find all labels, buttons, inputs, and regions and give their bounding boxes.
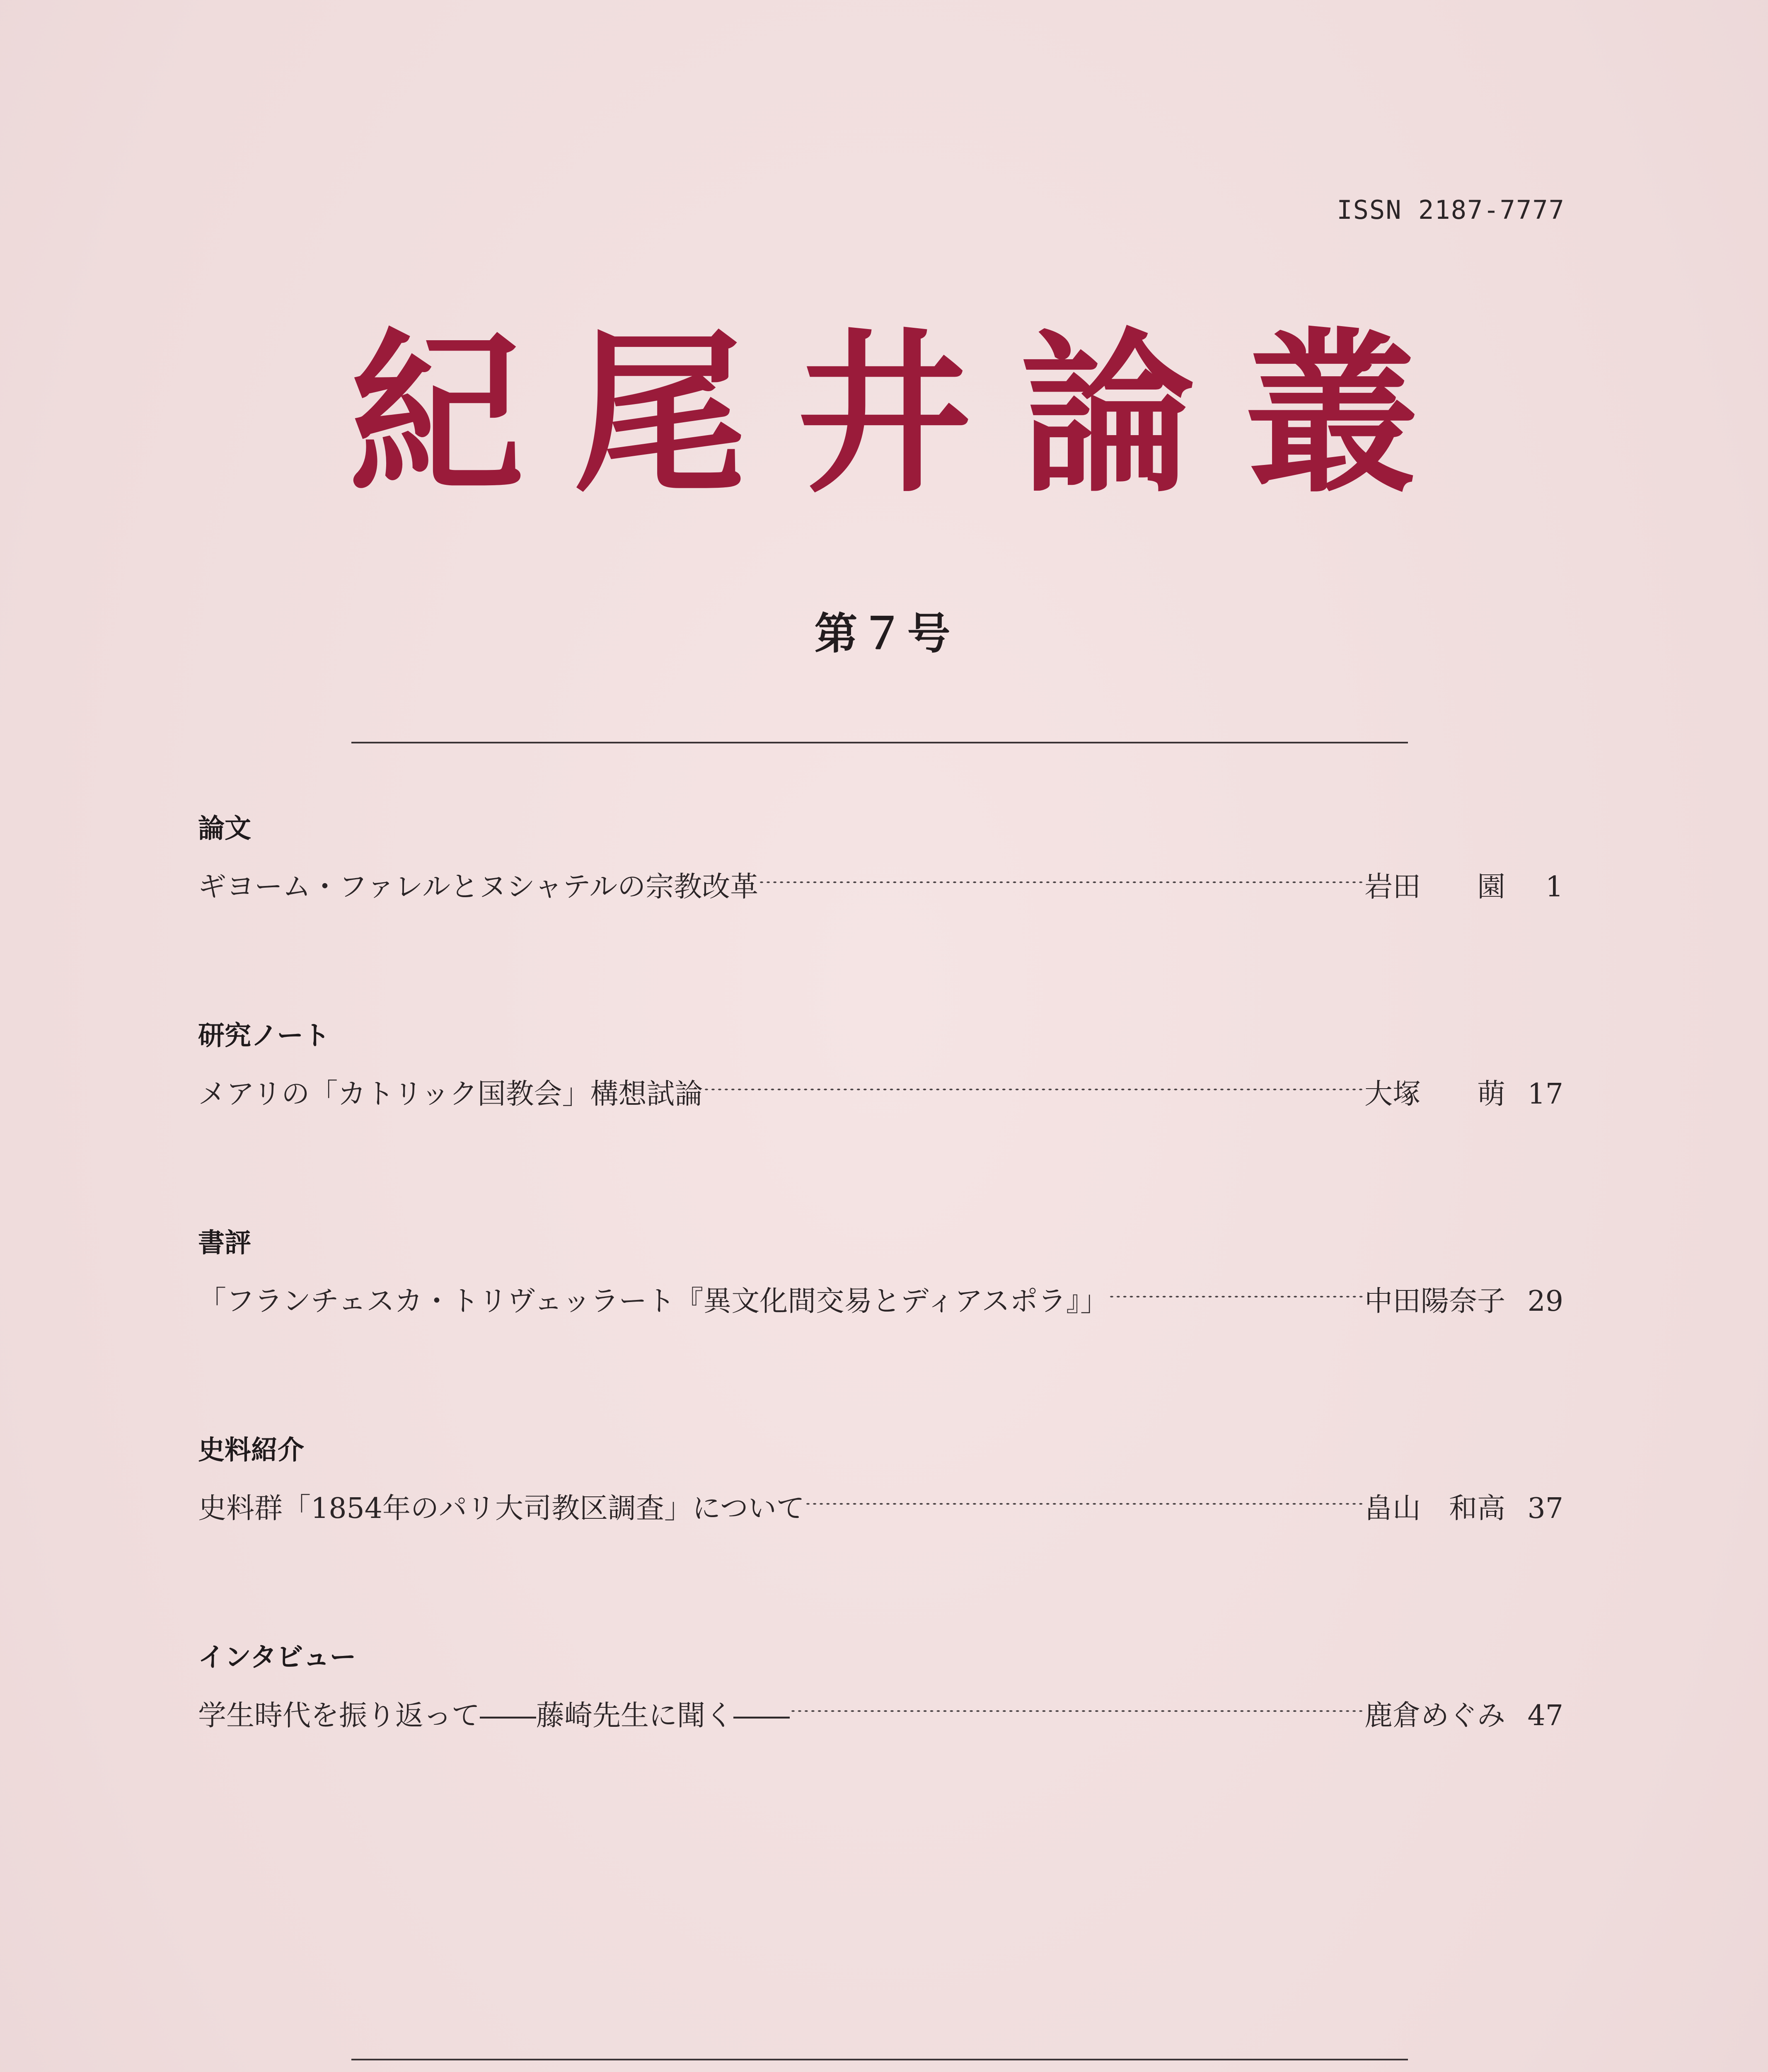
entry-author: 大塚 萌 <box>1364 1078 1506 1111</box>
entry-title: 「フランチェスカ・トリヴェッラート『異文化間交易とディアスポラ』」 <box>198 1285 1109 1318</box>
entry-title: ギヨーム・ファレルとヌシャテルの宗教改革 <box>198 871 759 903</box>
entry-author: 岩田 園 <box>1364 871 1506 903</box>
entry-title: 史料群「1854年のパリ大司教区調査」について <box>198 1492 805 1525</box>
entry-page-number: 17 <box>1527 1078 1563 1111</box>
toc-section-research-note <box>198 1017 1563 1111</box>
entry-author: 畠山 和高 <box>1364 1492 1506 1525</box>
dot-leader <box>760 855 1363 896</box>
section-heading: 書評 <box>198 1228 251 1259</box>
dot-leader <box>1110 1269 1363 1311</box>
entry-title: メアリの「カトリック国教会」構想試論 <box>198 1078 703 1111</box>
entry-author: 鹿倉めぐみ <box>1364 1699 1506 1732</box>
entry-page-number: 29 <box>1527 1285 1563 1318</box>
section-heading: 論文 <box>198 813 251 844</box>
entry-page-number: 37 <box>1527 1492 1563 1525</box>
toc-section-source-introduction <box>198 1432 1563 1525</box>
toc-entry[interactable] <box>198 1477 1563 1525</box>
top-divider <box>351 742 1408 743</box>
toc-entry[interactable] <box>198 855 1563 903</box>
section-heading: インタビュー <box>198 1642 356 1673</box>
entry-page-number: 1 <box>1545 871 1563 903</box>
entry-author: 中田陽奈子 <box>1364 1285 1506 1318</box>
section-heading: 史料紹介 <box>198 1435 304 1466</box>
toc-entry[interactable] <box>198 1269 1563 1318</box>
toc-entry[interactable] <box>198 1062 1563 1111</box>
section-heading: 研究ノート <box>198 1021 330 1051</box>
issn-label: ISSN 2187-7777 <box>1337 195 1565 225</box>
entry-title: 学生時代を振り返って――藤崎先生に聞く―― <box>198 1699 790 1732</box>
journal-title: 紀尾井論叢 <box>349 312 1468 516</box>
toc-section-article <box>198 810 1563 903</box>
toc-section-interview <box>198 1639 1563 1732</box>
bottom-divider <box>351 2059 1408 2060</box>
dot-leader <box>806 1477 1363 1518</box>
toc-entry[interactable] <box>198 1684 1563 1732</box>
issue-number: 第７号 <box>814 608 954 659</box>
toc-section-book-review <box>198 1225 1563 1318</box>
dot-leader <box>705 1062 1363 1104</box>
entry-page-number: 47 <box>1527 1699 1563 1732</box>
dot-leader <box>791 1684 1363 1725</box>
